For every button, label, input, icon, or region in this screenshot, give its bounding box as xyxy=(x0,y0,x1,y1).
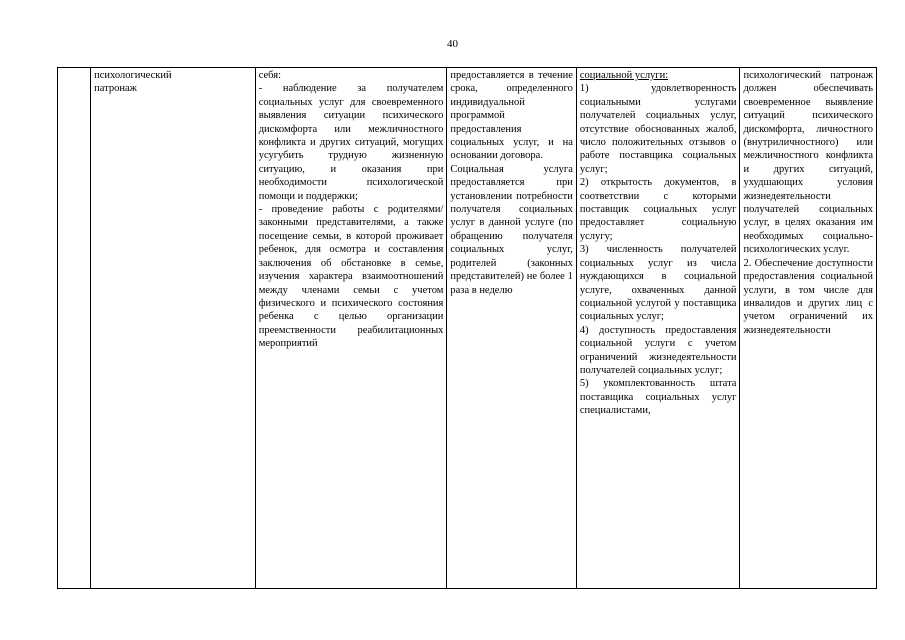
quality-indicators-heading: социальной услуги: xyxy=(579,70,669,81)
service-content-text: себя: - наблюдение за получателем социальных услуг для своевременного выявления ситуации психического дискомфорта или межличностного конфликта и других ситуаций, могущих усугубить трудную жизненную ситуацию, и оказания при необходимости психологической помощи и поддержки; - проведение работы с родителями/законными представителями, а также посещение семьи, в которой проживает ребенок, для осмотра и составления заключения об обстановке в семье, изучения характера взаимоотношений между членами семьи с учетом физического и психического состояния ребенка с целью организации преемственности реабилитационных мероприятий xyxy=(258,70,444,350)
page-number: 40 xyxy=(447,38,458,50)
table-cell-quality-indicators xyxy=(576,68,740,589)
table-cell-conditions xyxy=(740,68,877,589)
service-name-text: психологический патронаж xyxy=(94,70,172,95)
table-cell-service-name xyxy=(91,68,256,589)
conditions-text: психологический патронаж должен обеспечивать своевременное выявление ситуаций психического дискомфорта, личностного (внутриличностного) или межличностного конфликта и других ситуаций, ухудшающих условия жизнедеятельности получателей социальных услуг, в целях оказания им необходимых социально-психологических услуг. 2. Обеспечение доступности предоставления социальной услуги, в том числе для инвалидов и других лиц с учетом ограничений их жизнедеятельности xyxy=(743,70,873,336)
service-terms-text: предоставляется в течение срока, определенного индивидуальной программой предоставления социальных услуг, и на основании договора. Социальная услуга предоставляется при установлении потребности получателя социальных услуг в данной услуге (по обращению получателя социальных услуг, родителей (законных представителей) не более 1 раза в неделю xyxy=(450,70,573,296)
table-cell-service-terms xyxy=(447,68,576,589)
quality-indicators-text: 1) удовлетворенность социальными услугами получателей социальных услуг, отсутствие обоснованных жалоб, число положительных отзывов о работе поставщика социальных услуг; 2) открытость документов, в соответствии с которыми поставщик социальных услуг предоставляет социальную услугу; 3) численность получателей социальных услуг из числа нуждающихся в социальной услуге, охваченных данной социальной услугой у поставщика социальных услуг; 4) доступность предоставления социальной услуги с учетом ограничений жизнедеятельности получателей социальных услуг; 5) укомплектованность штата поставщика социальных услуг специалистами, xyxy=(579,83,737,417)
table-cell-service-content xyxy=(255,68,447,589)
services-table xyxy=(57,67,877,589)
table-row xyxy=(58,68,877,589)
table-cell-number xyxy=(58,68,91,589)
